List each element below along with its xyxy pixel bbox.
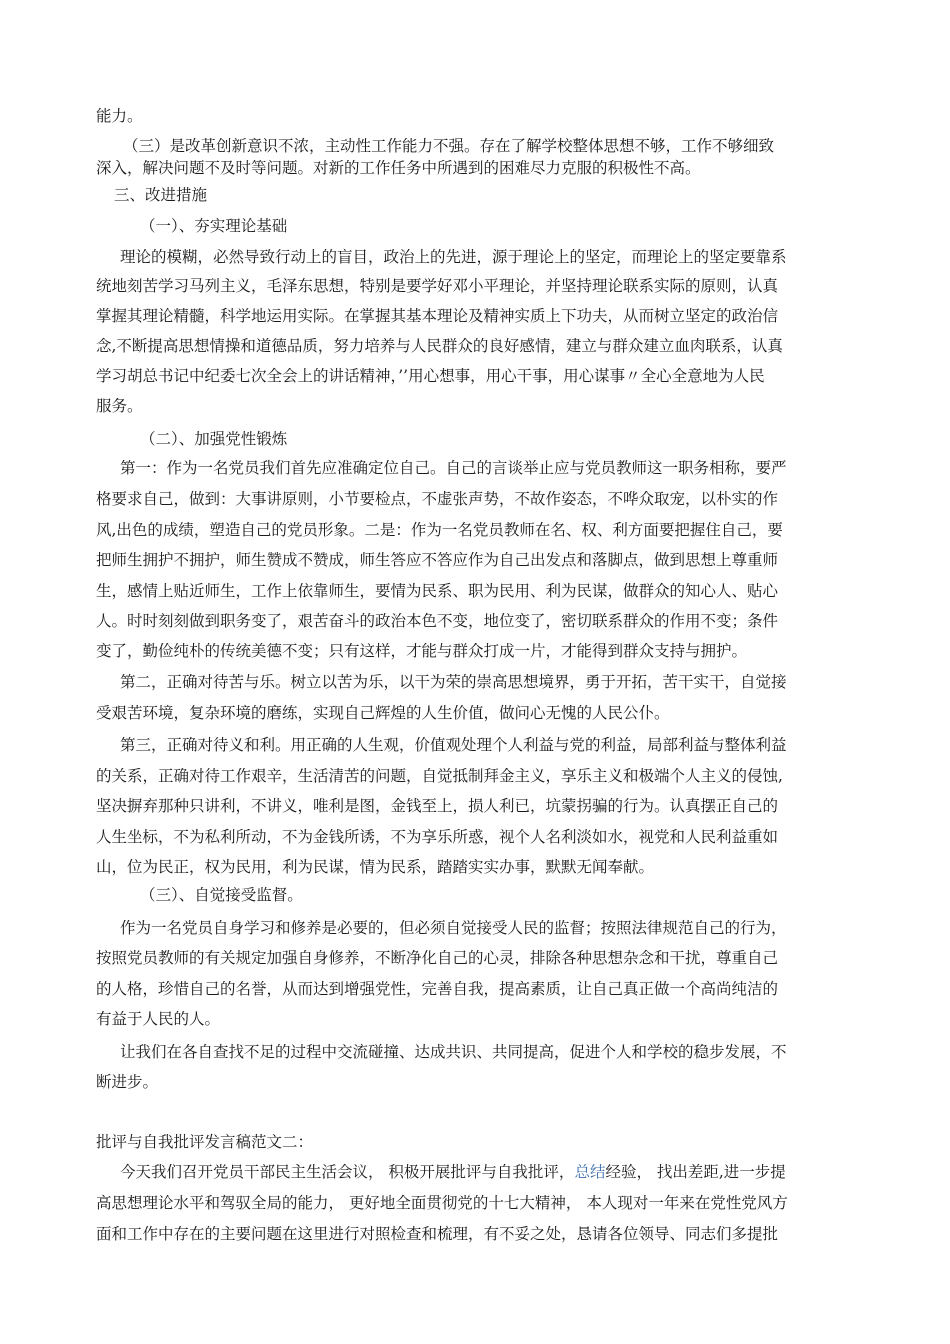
- text-line: 人生坐标，不为私利所动，不为金钱所诱，不为享乐所惑，视个人名利淡如水，视党和人民利益重如: [96, 828, 779, 846]
- text-line: 把师生拥护不拥护，师生赞成不赞成，师生答应不答应作为自己出发点和落脚点，做到思想上尊重师: [96, 551, 779, 569]
- text-line: 学习胡总书记中纪委七次全会上的讲话精神，’’用心想事，用心干事，用心谋事〃全心全意地为人民: [96, 367, 765, 385]
- text-line: 的人格，珍惜自己的名誉，从而达到增强党性，完善自我，提高素质，让自己真正做一个高尚纯洁的: [96, 980, 779, 998]
- text-line: 坚决摒弃那种只讲利，不讲义，唯利是图，金钱至上，损人利已，坑蒙拐骗的行为。认真摆正自己的: [96, 797, 779, 815]
- text-line: 第三，正确对待义和利。用正确的人生观，价值观处理个人利益与党的利益，局部利益与整体利益: [120, 736, 787, 754]
- subsection-heading: （二）、加强党性锻炼: [140, 430, 288, 448]
- text-line: 理论的模糊，必然导致行动上的盲目，政治上的先进，源于理论上的坚定，而理论上的坚定要靠系: [120, 248, 787, 266]
- section-heading: 三、改进措施: [114, 186, 208, 204]
- text-line: 掌握其理论精髓，科学地运用实际。在掌握其基本理论及精神实质上下功夫，从而树立坚定的政治信: [96, 307, 779, 325]
- subsection-heading: （三）、自觉接受监督。: [140, 886, 303, 904]
- text-line: 第二，正确对待苦与乐。树立以苦为乐，以干为荣的崇高思想境界，勇于开拓，苦干实干，自觉接: [120, 673, 787, 691]
- text-line: 风,出色的成绩，塑造自己的党员形象。二是：作为一名党员教师在名、权、利方面要把握住自己，要: [96, 521, 783, 539]
- text-line: 服务。: [96, 397, 143, 415]
- text-line: 有益于人民的人。: [96, 1010, 221, 1028]
- text-line: 念,不断提高思想情操和道德品质，努力培养与人民群众的良好感情，建立与群众建立血肉联系，认真: [96, 337, 783, 355]
- text-line: 让我们在各自查找不足的过程中交流碰撞、达成共识、共同提高，促进个人和学校的稳步发展，不: [120, 1043, 787, 1061]
- text-segment: 今天我们召开党员干部民主生活会议， 积极开展批评与自我批评，: [120, 1163, 575, 1181]
- text-line: 按照党员教师的有关规定加强自身修养，不断净化自己的心灵，排除各种思想杂念和干扰，尊重自己: [96, 949, 779, 967]
- text-line: 深入，解决问题不及时等问题。对新的工作任务中所遇到的困难尽力克服的积极性不高。: [96, 159, 701, 177]
- text-line: 作为一名党员自身学习和修养是必要的，但必须自觉接受人民的监督；按照法律规范自己的行为，: [120, 919, 787, 937]
- text-segment: 经验， 找出差距,进一步提: [605, 1163, 786, 1181]
- text-line: 的关系，正确对待工作艰辛，生活清苦的问题，自觉抵制拜金主义，享乐主义和极端个人主义的侵蚀,: [96, 767, 783, 785]
- text-line: 格要求自己，做到：大事讲原则，小节要检点，不虚张声势，不故作姿态，不哗众取宠，以朴实的作: [96, 490, 779, 508]
- text-line: 统地刻苦学习马列主义，毛泽东思想，特别是要学好邓小平理论，并坚持理论联系实际的原则，认真: [96, 277, 779, 295]
- text-line: [120, 1157, 786, 1187]
- text-line: （三）是改革创新意识不浓，主动性工作能力不强。存在了解学校整体思想不够，工作不够细致: [123, 137, 775, 155]
- text-line: 变了，勤俭纯朴的传统美德不变；只有这样，才能与群众打成一片，才能得到群众支持与拥护。: [96, 642, 748, 660]
- text-line: 生，感情上贴近师生，工作上依靠师生，要情为民系、职为民用、利为民谋，做群众的知心人、贴心: [96, 582, 779, 600]
- text-line: 面和工作中存在的主要问题在这里进行对照检查和梳理，有不妥之处，恳请各位领导、同志们多提批: [96, 1225, 779, 1243]
- text-line: 受艰苦环境，复杂环境的磨练，实现自己辉煌的人生价值，做问心无愧的人民公仆。: [96, 704, 670, 722]
- section-title: 批评与自我批评发言稿范文二：: [96, 1133, 314, 1151]
- text-line: 断进步。: [96, 1073, 159, 1091]
- text-line: 高思想理论水平和驾驭全局的能力， 更好地全面贯彻党的十七大精神， 本人现对一年来在党性党风方: [96, 1194, 788, 1212]
- text-line: 第一：作为一名党员我们首先应准确定位自己。自己的言谈举止应与党员教师这一职务相称，要严: [120, 459, 787, 477]
- text-line: 人。时时刻刻做到职务变了，艰苦奋斗的政治本色不变，地位变了，密切联系群众的作用不变；条件: [96, 612, 779, 630]
- text-line: 能力。: [96, 107, 143, 125]
- text-line: 山，位为民正，权为民用，利为民谋，情为民系，踏踏实实办事，默默无闻奉献。: [96, 858, 655, 876]
- summary-link[interactable]: 总结: [574, 1163, 606, 1181]
- subsection-heading: （一）、夯实理论基础: [140, 217, 288, 235]
